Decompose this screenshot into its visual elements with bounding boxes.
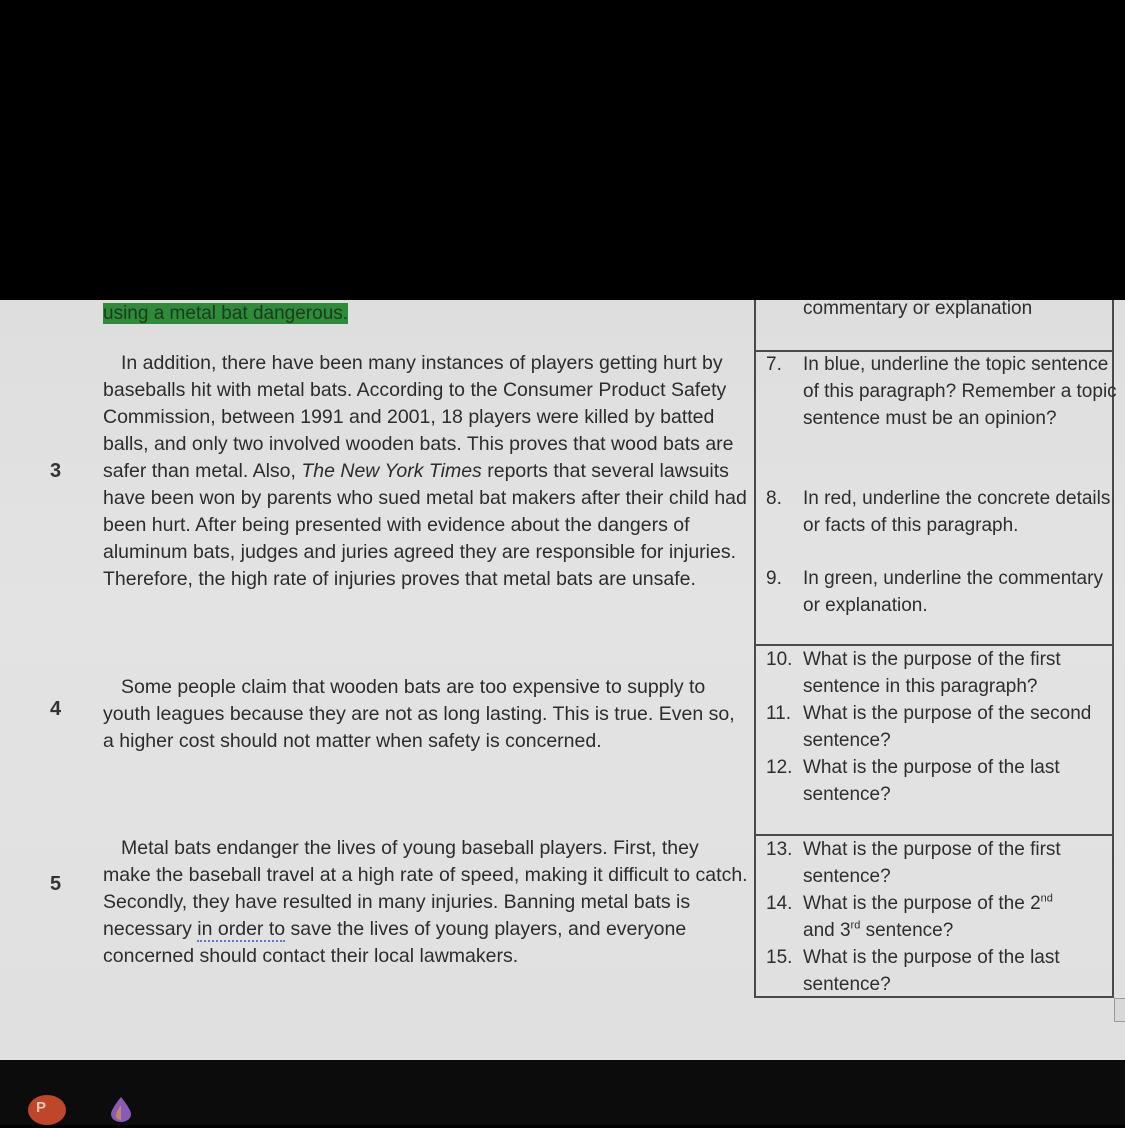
question-14[interactable] bbox=[760, 890, 1120, 944]
question-text: What is the purpose of the last sentence? bbox=[803, 757, 1060, 805]
question-text: What is the purpose of the 2nd and 3rd sentence? bbox=[803, 892, 1053, 941]
paragraph-number: 3 bbox=[50, 460, 62, 482]
highlighted-fragment bbox=[103, 300, 348, 327]
question-number: 9. bbox=[766, 568, 782, 589]
question-text: What is the purpose of the first sentence in this paragraph? bbox=[803, 649, 1061, 697]
paragraph-5[interactable] bbox=[103, 835, 748, 970]
question-number: 12. bbox=[766, 757, 793, 778]
question-number: 11. bbox=[766, 703, 792, 724]
italic-title: The New York Times bbox=[301, 460, 482, 482]
green-highlight: using a metal bat dangerous. bbox=[103, 303, 349, 324]
question-number: 10. bbox=[766, 649, 793, 670]
screen-bezel-top bbox=[0, 0, 1125, 300]
question-text: What is the purpose of the first sentence? bbox=[803, 839, 1061, 887]
powerpoint-icon-letter: P bbox=[36, 1099, 47, 1116]
question-11[interactable] bbox=[760, 700, 1120, 754]
underlined-phrase: in order to bbox=[197, 918, 286, 940]
paragraph-text: In addition, there have been many instances of players getting hurt by baseballs hit with metal bats. According to the Consumer Product Safety Commission, between 1991 and 2001, 18 players were killed by batted balls, and only two involved wooden bats. This proves that wood bats are safer than metal. Also, bbox=[103, 352, 734, 482]
question-text: What is the purpose of the last sentence? bbox=[803, 947, 1060, 995]
question-text: In red, underline the concrete details or facts of this paragraph. bbox=[803, 488, 1111, 536]
question-text: What is the purpose of the second sentence? bbox=[803, 703, 1092, 751]
app-drop-icon[interactable] bbox=[108, 1095, 134, 1123]
question-number: 7. bbox=[766, 354, 782, 375]
paragraph-text: save the lives of young players, and everyone concerned should contact their local lawmakers. bbox=[103, 918, 687, 967]
question-7[interactable] bbox=[760, 351, 1120, 432]
question-text: In green, underline the commentary or explanation. bbox=[803, 568, 1103, 616]
question-12[interactable] bbox=[760, 754, 1120, 808]
paragraph-3[interactable] bbox=[103, 350, 748, 593]
question-number: 14. bbox=[766, 893, 793, 914]
question-8[interactable] bbox=[760, 485, 1120, 539]
question-10[interactable] bbox=[760, 646, 1120, 700]
question-number: 8. bbox=[766, 488, 782, 509]
question-15[interactable] bbox=[760, 944, 1120, 998]
question-text: In blue, underline the topic sentence of this paragraph? Remember a topic sentence must be an opinion? bbox=[803, 354, 1117, 429]
taskbar bbox=[0, 1060, 1125, 1125]
question-9[interactable] bbox=[760, 565, 1120, 619]
paragraph-text: Metal bats endanger the lives of young baseball players. First, they make the baseball travel at a high rate of speed, making it difficult to catch. Secondly, they have resulted in many injuries. Banning metal bats is necessary bbox=[103, 837, 748, 940]
paragraph-number: 5 bbox=[50, 873, 62, 895]
scrollbar-stub[interactable] bbox=[1114, 998, 1125, 1022]
paragraph-text: Some people claim that wooden bats are too expensive to supply to youth leagues because they are not as long lasting. This is true. Even so, a higher cost should not matter when safety is concerned. bbox=[103, 676, 735, 752]
question-number: 15. bbox=[766, 947, 793, 968]
paragraph-text: reports that several lawsuits have been won by parents who sued metal bat makers after their child had been hurt. After being presented with evidence about the dangers of aluminum bats, judges and juries agreed they are responsible for injuries. Therefore, the high rate of injuries proves that metal bats are unsafe. bbox=[103, 460, 747, 590]
right-column-fragment: commentary or explanation bbox=[803, 298, 1033, 319]
paragraph-number: 4 bbox=[50, 698, 62, 720]
table-left-border bbox=[754, 300, 756, 998]
paragraph-4[interactable] bbox=[103, 674, 748, 755]
question-number: 13. bbox=[766, 839, 793, 860]
document-page bbox=[0, 300, 1125, 1060]
powerpoint-icon[interactable] bbox=[28, 1095, 66, 1125]
question-13[interactable] bbox=[760, 836, 1120, 890]
